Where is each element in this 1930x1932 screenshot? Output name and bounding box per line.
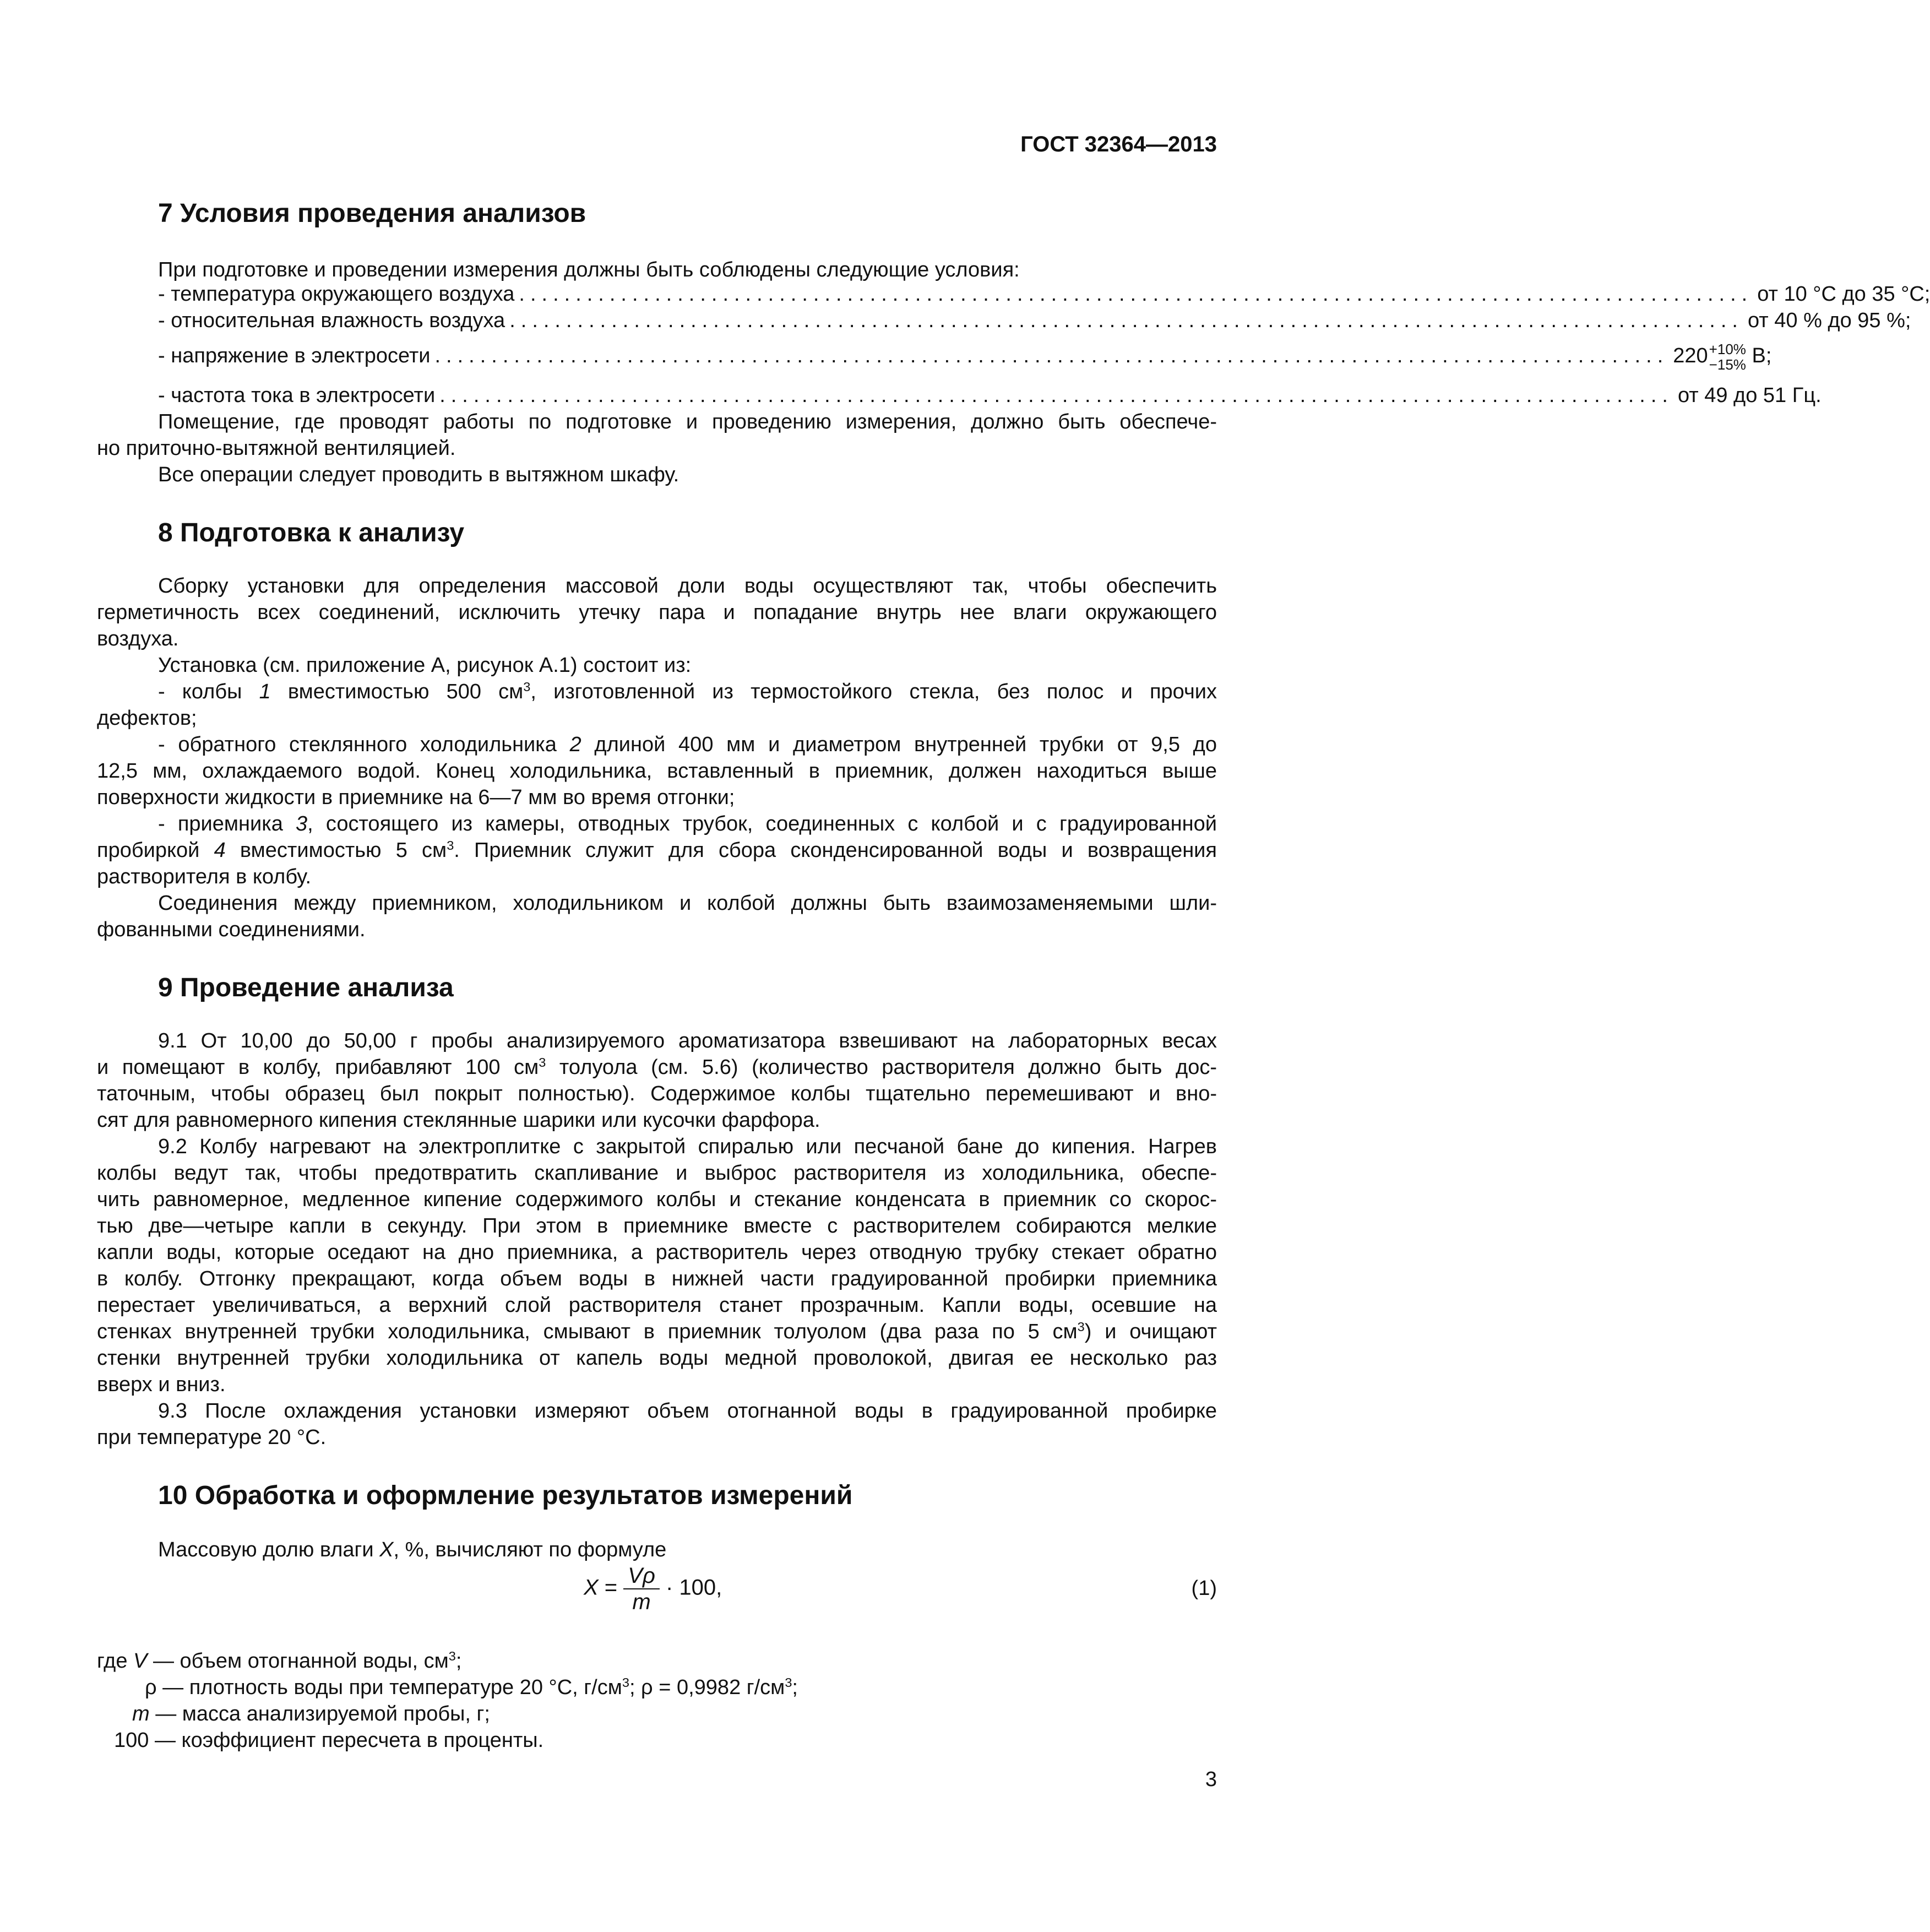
condition-label: - относительная влажность воздуха bbox=[158, 309, 505, 332]
s8-item-line: - обратного стеклянного холодильника 2 длиной 400 мм и диаметром внутренней трубки от 9,5 до bbox=[158, 733, 1217, 756]
s8-paragraph-line: воздуха. bbox=[97, 627, 179, 650]
s7-paragraph-line: Помещение, где проводят работы по подготовке и проведению измерения, должно быть обеспече- bbox=[158, 410, 1217, 433]
s10-intro: Массовую долю влаги X, %, вычисляют по формуле bbox=[158, 1538, 667, 1561]
condition-value: от 10 °С до 35 °С; bbox=[1757, 283, 1930, 306]
condition-value: от 40 % до 95 %; bbox=[1747, 309, 1911, 332]
condition-frequency: - частота тока в электросети ............................................................................................................. от 49 до 51 Гц. bbox=[158, 382, 1217, 409]
s9-paragraph-line: перестает увеличиваться, а верхний слой растворителя станет прозрачным. Капли воды, осевшие на bbox=[97, 1294, 1217, 1317]
s9-paragraph-line: стенки внутренней трубки холодильника от капель воды медной проволокой, двигая ее несколько раз bbox=[97, 1347, 1217, 1370]
s8-paragraph-line: герметичность всех соединений, исключить утечку пара и попадание внутрь нее влаги окружающего bbox=[97, 601, 1217, 624]
s8-paragraph-line: фованными соединениями. bbox=[97, 918, 366, 941]
voltage-unit: В; bbox=[1752, 344, 1772, 368]
formula-moisture: X = $\frac{V\rho}{m}$ · 100, bbox=[584, 1564, 722, 1614]
s8-item-line: 12,5 мм, охлаждаемого водой. Конец холодильника, вставленный в приемник, должен находиться выше bbox=[97, 759, 1217, 783]
equation-number: (1) bbox=[1191, 1577, 1217, 1600]
condition-value bbox=[1673, 341, 1771, 372]
voltage-tolerance bbox=[1709, 341, 1746, 372]
condition-value: от 49 до 51 Гц. bbox=[1677, 384, 1822, 407]
condition-label: - температура окружающего воздуха bbox=[158, 283, 515, 306]
s8-item-line: дефектов; bbox=[97, 707, 197, 730]
s9-paragraph-line: в колбу. Отгонку прекращают, когда объем воды в нижней части градуированной пробирки приемника bbox=[97, 1267, 1217, 1290]
condition-label: - частота тока в электросети bbox=[158, 384, 436, 407]
where-line: ρ — плотность воды при температуре 20 °С, $г/см^3$; ρ = 0,9982 $г/см^3$; bbox=[145, 1675, 798, 1699]
where-line: m — масса анализируемой пробы, г; bbox=[132, 1702, 490, 1725]
document-header: ГОСТ 32364—2013 bbox=[1020, 132, 1217, 156]
s9-paragraph-line: таточным, чтобы образец был покрыт полностью). Содержимое колбы тщательно перемешивают и вно- bbox=[97, 1082, 1217, 1105]
s7-paragraph-line: но приточно-вытяжной вентиляцией. bbox=[97, 437, 456, 460]
formula-fraction bbox=[623, 1563, 660, 1615]
s7-paragraph: Все операции следует проводить в вытяжном шкафу. bbox=[158, 463, 679, 486]
condition-label: - напряжение в электросети bbox=[158, 344, 431, 368]
s9-paragraph-line: и помещают в колбу, прибавляют 100 $см^3$ толуола (см. 5.6) (количество растворителя должно быть дос- bbox=[97, 1055, 1217, 1079]
section-9-title: 9 Проведение анализа bbox=[158, 973, 454, 1002]
formula-numerator: Vρ bbox=[623, 1563, 660, 1589]
s8-item-line: поверхности жидкости в приемнике на 6—7 мм во время отгонки; bbox=[97, 786, 735, 809]
s9-paragraph-line: сят для равномерного кипения стеклянные шарики или кусочки фарфора. bbox=[97, 1109, 820, 1132]
s9-paragraph-line: стенках внутренней трубки холодильника, смывают в приемник толуолом (два раза по 5 $см^3$) и очищают bbox=[97, 1320, 1217, 1343]
s9-paragraph-line: чить равномерное, медленное кипение содержимого колбы и стекание конденсата в приемник со скорос- bbox=[97, 1188, 1217, 1211]
s9-paragraph-line: колбы ведут так, чтобы предотвратить скапливание и выброс растворителя из холодильника, обеспе- bbox=[97, 1162, 1217, 1185]
section-8-title: 8 Подготовка к анализу bbox=[158, 518, 465, 547]
s9-paragraph-line: капли воды, которые оседают на дно приемника, а растворитель через отводную трубку стекает обратно bbox=[97, 1241, 1217, 1264]
condition-humidity: - относительная влажность воздуха ............................................................................................................. от 40 % до 95 %; bbox=[158, 307, 1217, 334]
s9-paragraph-line: 9.2 Колбу нагревают на электроплитке с закрытой спиралью или песчаной бане до кипения. Нагрев bbox=[158, 1135, 1217, 1158]
s9-paragraph-line: тью две—четыре капли в секунду. При этом в приемнике вместе с растворителем собираются мелкие bbox=[97, 1214, 1217, 1238]
condition-temperature: - температура окружающего воздуха ............................................................................................................. от 10 °С до 35 °С; bbox=[158, 281, 1217, 307]
s9-paragraph-line: вверх и вниз. bbox=[97, 1373, 226, 1396]
s8-item-line: растворителя в колбу. bbox=[97, 865, 312, 888]
where-line: где V — объем отогнанной воды, $см^3$; bbox=[97, 1649, 462, 1673]
s8-paragraph: Установка (см. приложение А, рисунок А.1) состоит из: bbox=[158, 654, 692, 677]
section-10-title: 10 Обработка и оформление результатов измерений bbox=[158, 1481, 853, 1510]
formula-lhs: X bbox=[584, 1575, 599, 1600]
tolerance-minus: −15% bbox=[1709, 356, 1746, 373]
s8-item-line: - колбы 1 вместимостью 500 $см^3$, изготовленной из термостойкого стекла, без полос и прочих bbox=[158, 680, 1217, 703]
voltage-nominal: 220 bbox=[1673, 344, 1708, 368]
page-number: 3 bbox=[1205, 1768, 1217, 1791]
s7-intro: При подготовке и проведении измерения должны быть соблюдены следующие условия: bbox=[158, 258, 1020, 281]
s8-paragraph-line: Соединения между приемником, холодильником и колбой должны быть взаимозаменяемыми шли- bbox=[158, 892, 1217, 915]
s8-paragraph-line: Сборку установки для определения массовой доли воды осуществляют так, чтобы обеспечить bbox=[158, 574, 1217, 598]
where-line: 100 — коэффициент пересчета в проценты. bbox=[114, 1729, 544, 1752]
s9-paragraph-line: 9.1 От 10,00 до 50,00 г пробы анализируемого ароматизатора взвешивают на лабораторных весах bbox=[158, 1029, 1217, 1052]
section-7-title: 7 Условия проведения анализов bbox=[158, 199, 586, 228]
s8-item-line: пробиркой 4 вместимостью 5 $см^3$. Приемник служит для сбора сконденсированной воды и возвращения bbox=[97, 838, 1217, 862]
formula-denominator: m bbox=[632, 1590, 651, 1614]
tolerance-plus: +10% bbox=[1709, 341, 1746, 357]
s9-paragraph-line: при температуре 20 °С. bbox=[97, 1426, 327, 1449]
s9-paragraph-line: 9.3 После охлаждения установки измеряют объем отогнанной воды в градуированной пробирке bbox=[158, 1399, 1217, 1423]
condition-voltage: - напряжение в электросети ............................................................................................................. 220+10% −15% В; bbox=[158, 341, 1772, 373]
s8-item-line: - приемника 3, состоящего из камеры, отводных трубок, соединенных с колбой и с градуированной bbox=[158, 812, 1217, 835]
